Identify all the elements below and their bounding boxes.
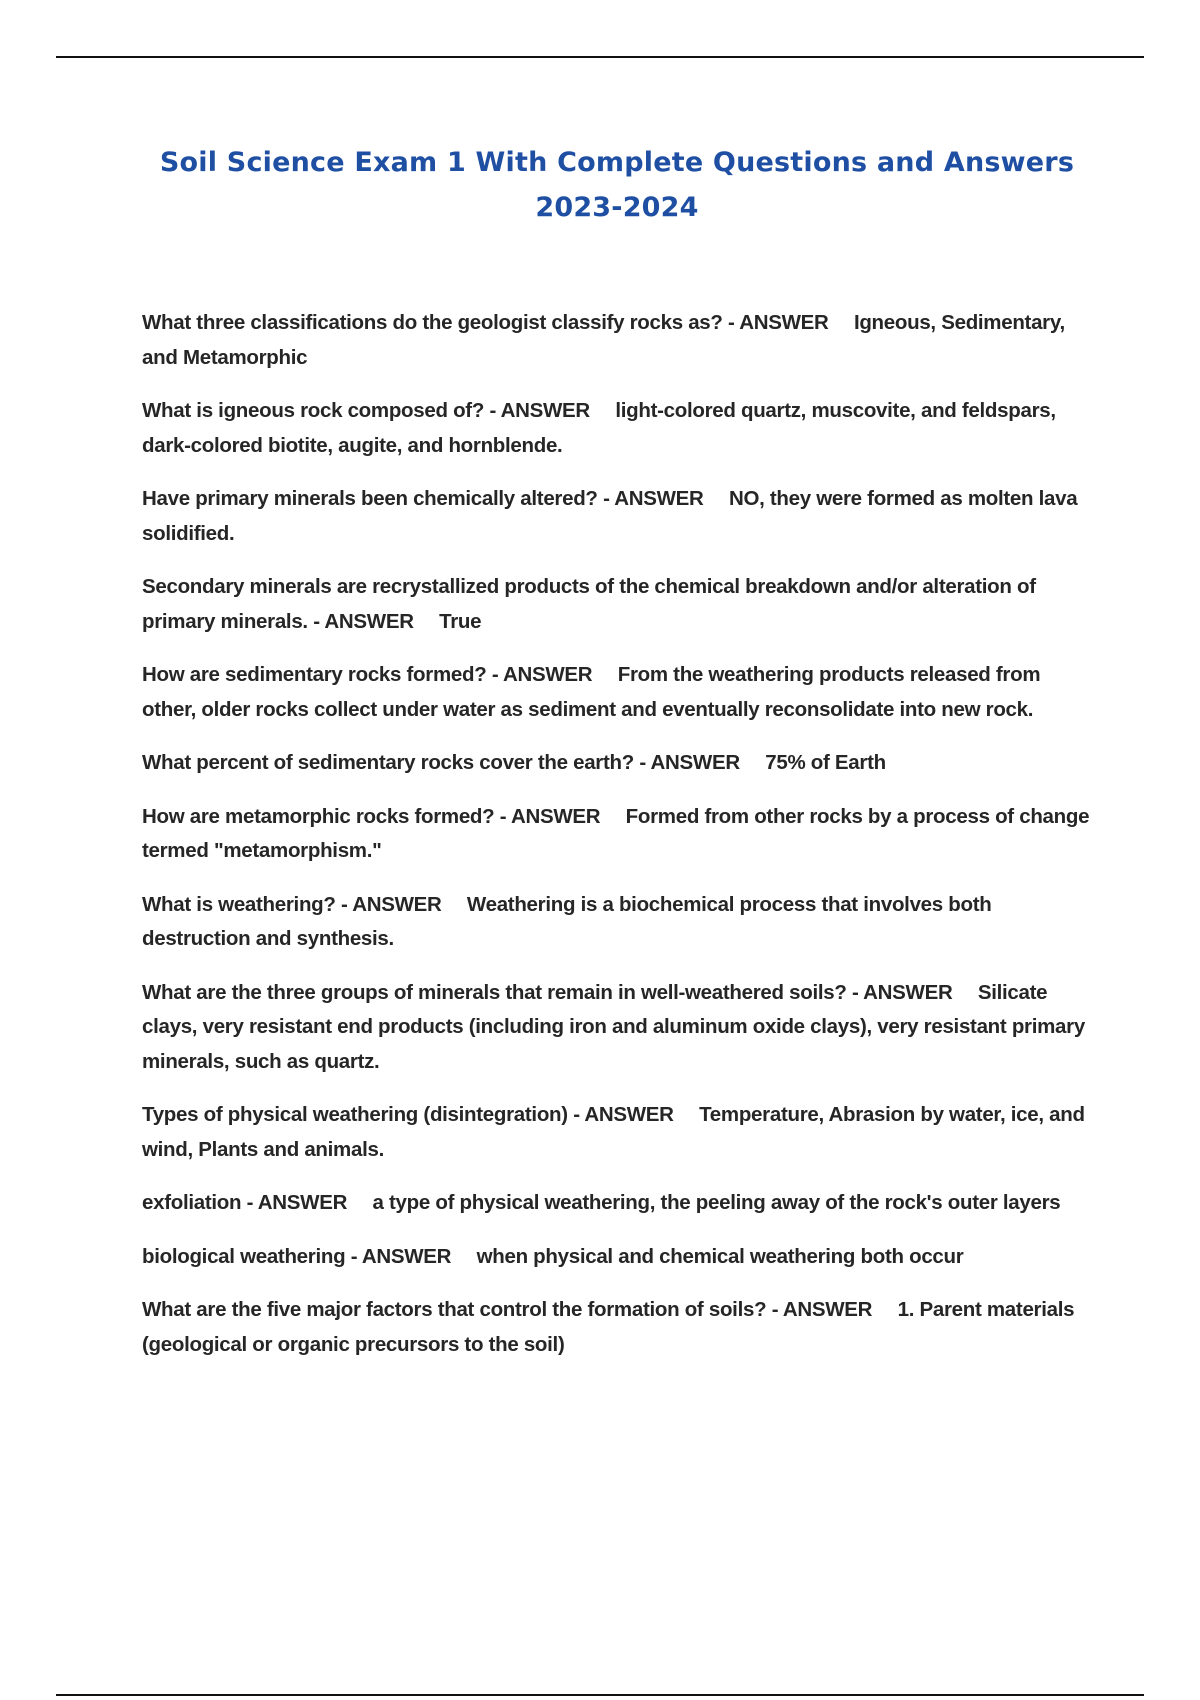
qa-question: What three classifications do the geologist classify rocks as? — [142, 311, 723, 334]
qa-question: What are the five major factors that control the formation of soils? — [142, 1298, 767, 1321]
answer-marker: - ANSWER — [341, 892, 442, 916]
qa-question: What is weathering? — [142, 892, 336, 916]
qa-answer: Weathering is a biochemical process that involves both destruction and synthesis. — [142, 892, 992, 950]
qa-item — [142, 800, 1092, 869]
qa-item — [142, 1240, 1092, 1275]
qa-item — [142, 746, 1092, 781]
qa-answer: light-colored quartz, muscovite, and feldspars, dark-colored biotite, augite, and hornblende. — [142, 399, 1056, 457]
answer-marker: - ANSWER — [639, 751, 740, 774]
qa-answer: Silicate clays, very resistant end products (including iron and aluminum oxide clays), very resistant primary minerals, such as quartz. — [142, 980, 1085, 1073]
qa-question: What are the three groups of minerals that remain in well-weathered soils? — [142, 980, 847, 1004]
qa-item — [142, 306, 1092, 375]
qa-answer: when physical and chemical weathering both occur — [476, 1244, 964, 1268]
answer-marker: - ANSWER — [573, 1103, 674, 1126]
answer-marker: - ANSWER — [246, 1191, 348, 1214]
qa-answer: True — [439, 609, 482, 633]
document-title — [120, 140, 1114, 230]
qa-item — [142, 658, 1092, 727]
answer-marker: - ANSWER — [728, 311, 829, 334]
qa-question: How are sedimentary rocks formed? — [142, 663, 487, 686]
answer-marker: - ANSWER — [491, 663, 593, 686]
qa-item — [142, 1186, 1092, 1221]
title-line-1: Soil Science Exam 1 With Complete Questions and Answers — [159, 147, 1075, 178]
answer-marker: - ANSWER — [350, 1244, 452, 1268]
qa-answer: Formed from other rocks by a process of change termed "metamorphism." — [142, 804, 1090, 862]
answer-marker: - ANSWER — [603, 487, 704, 510]
qa-item — [142, 1098, 1092, 1167]
qa-question: What is igneous rock composed of? — [142, 399, 485, 422]
qa-answer: From the weathering products released from other, older rocks collect under water as sediment and eventually reconsolidate into new rock. — [142, 663, 1041, 721]
qa-item — [142, 570, 1092, 639]
answer-marker: - ANSWER — [313, 609, 414, 633]
top-rule — [56, 56, 1144, 58]
qa-answer: Igneous, Sedimentary, and Metamorphic — [142, 311, 1065, 369]
qa-question: Have primary minerals been chemically altered? — [142, 487, 598, 510]
qa-answer: NO, they were formed as molten lava solidified. — [142, 487, 1078, 545]
qa-question: Secondary minerals are recrystallized products of the chemical breakdown and/or alteration of primary minerals. — [142, 575, 1036, 633]
qa-question: What percent of sedimentary rocks cover the earth? — [142, 751, 634, 774]
answer-marker: - ANSWER — [771, 1298, 873, 1321]
qa-question: How are metamorphic rocks formed? — [142, 804, 495, 828]
qa-question: exfoliation — [142, 1191, 242, 1214]
qa-list — [142, 306, 1092, 1381]
answer-marker: - ANSWER — [851, 980, 953, 1004]
qa-question: Types of physical weathering (disintegration) — [142, 1103, 568, 1126]
qa-item — [142, 976, 1092, 1080]
answer-marker: - ANSWER — [489, 399, 590, 422]
title-line-2: 2023-2024 — [535, 192, 699, 223]
qa-answer: 75% of Earth — [765, 751, 886, 774]
qa-answer: 1. Parent materials (geological or organic precursors to the soil) — [142, 1298, 1075, 1356]
qa-question: biological weathering — [142, 1244, 346, 1268]
qa-item — [142, 394, 1092, 463]
qa-item — [142, 888, 1092, 957]
qa-item — [142, 482, 1092, 551]
qa-item — [142, 1293, 1092, 1362]
qa-answer: a type of physical weathering, the peeling away of the rock's outer layers — [372, 1191, 1061, 1214]
answer-marker: - ANSWER — [499, 804, 601, 828]
qa-answer: Temperature, Abrasion by water, ice, and wind, Plants and animals. — [142, 1103, 1085, 1161]
bottom-rule — [56, 1694, 1144, 1696]
